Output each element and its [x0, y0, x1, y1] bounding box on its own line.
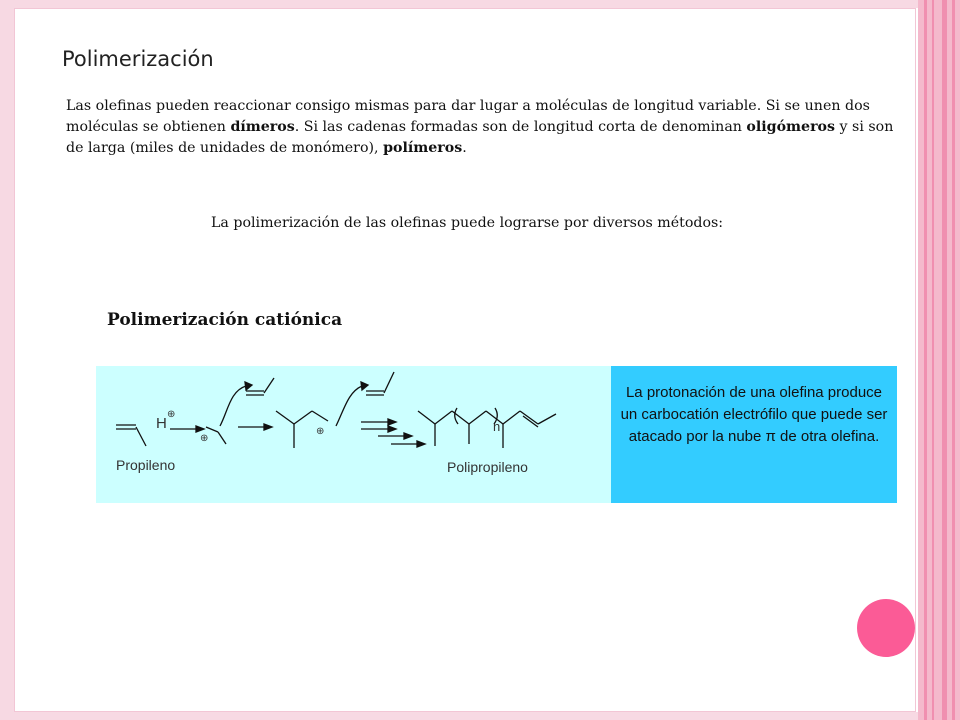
frame-bottom — [0, 712, 960, 720]
polypropylene-label: Polipropileno — [447, 459, 528, 475]
paragraph-text: Las olefinas pueden reaccionar consigo mismas para dar lugar a moléculas de longitud variable. Si se unen dos moléculas se obtienen — [66, 98, 870, 135]
reaction-scheme — [96, 366, 612, 503]
repeat-index: n — [493, 419, 501, 434]
paragraph-text: . Si las cadenas formadas son de longitud corta de denominan — [294, 119, 747, 135]
term-polimeros: polímeros — [383, 140, 463, 156]
explanation-text: La protonación de una olefina produce un carbocatión electrófilo que puede ser atacado por la nube π de otra olefina. — [620, 384, 888, 445]
frame-left — [0, 0, 14, 720]
charge-mark: ⊕ — [200, 433, 209, 444]
frame-top — [0, 0, 960, 8]
frame-stripe — [942, 0, 947, 720]
term-dimeros: dímeros — [230, 119, 295, 135]
paragraph-text: y si son de larga (miles de unidades de monómero), — [66, 119, 894, 156]
frame-stripe — [952, 0, 955, 720]
charge-mark: ⊕ — [316, 426, 325, 437]
decorative-pink-circle — [857, 599, 915, 657]
proton-label: H — [156, 415, 167, 432]
explanation-box — [611, 366, 897, 503]
paragraph-text: . — [462, 140, 467, 156]
methods-text: La polimerización de las olefinas puede lograrse por diversos métodos: — [211, 215, 724, 231]
section-subtitle: Polimerización catiónica — [107, 310, 343, 330]
frame-stripe — [932, 0, 934, 720]
charge-mark: ⊕ — [167, 409, 176, 420]
intro-paragraph — [66, 96, 906, 159]
frame-right — [918, 0, 960, 720]
reaction-diagram — [96, 366, 612, 503]
frame-stripe — [924, 0, 927, 720]
term-oligomeros: oligómeros — [746, 119, 836, 135]
slide-title: Polimerización — [62, 47, 214, 71]
propylene-label: Propileno — [116, 457, 176, 473]
